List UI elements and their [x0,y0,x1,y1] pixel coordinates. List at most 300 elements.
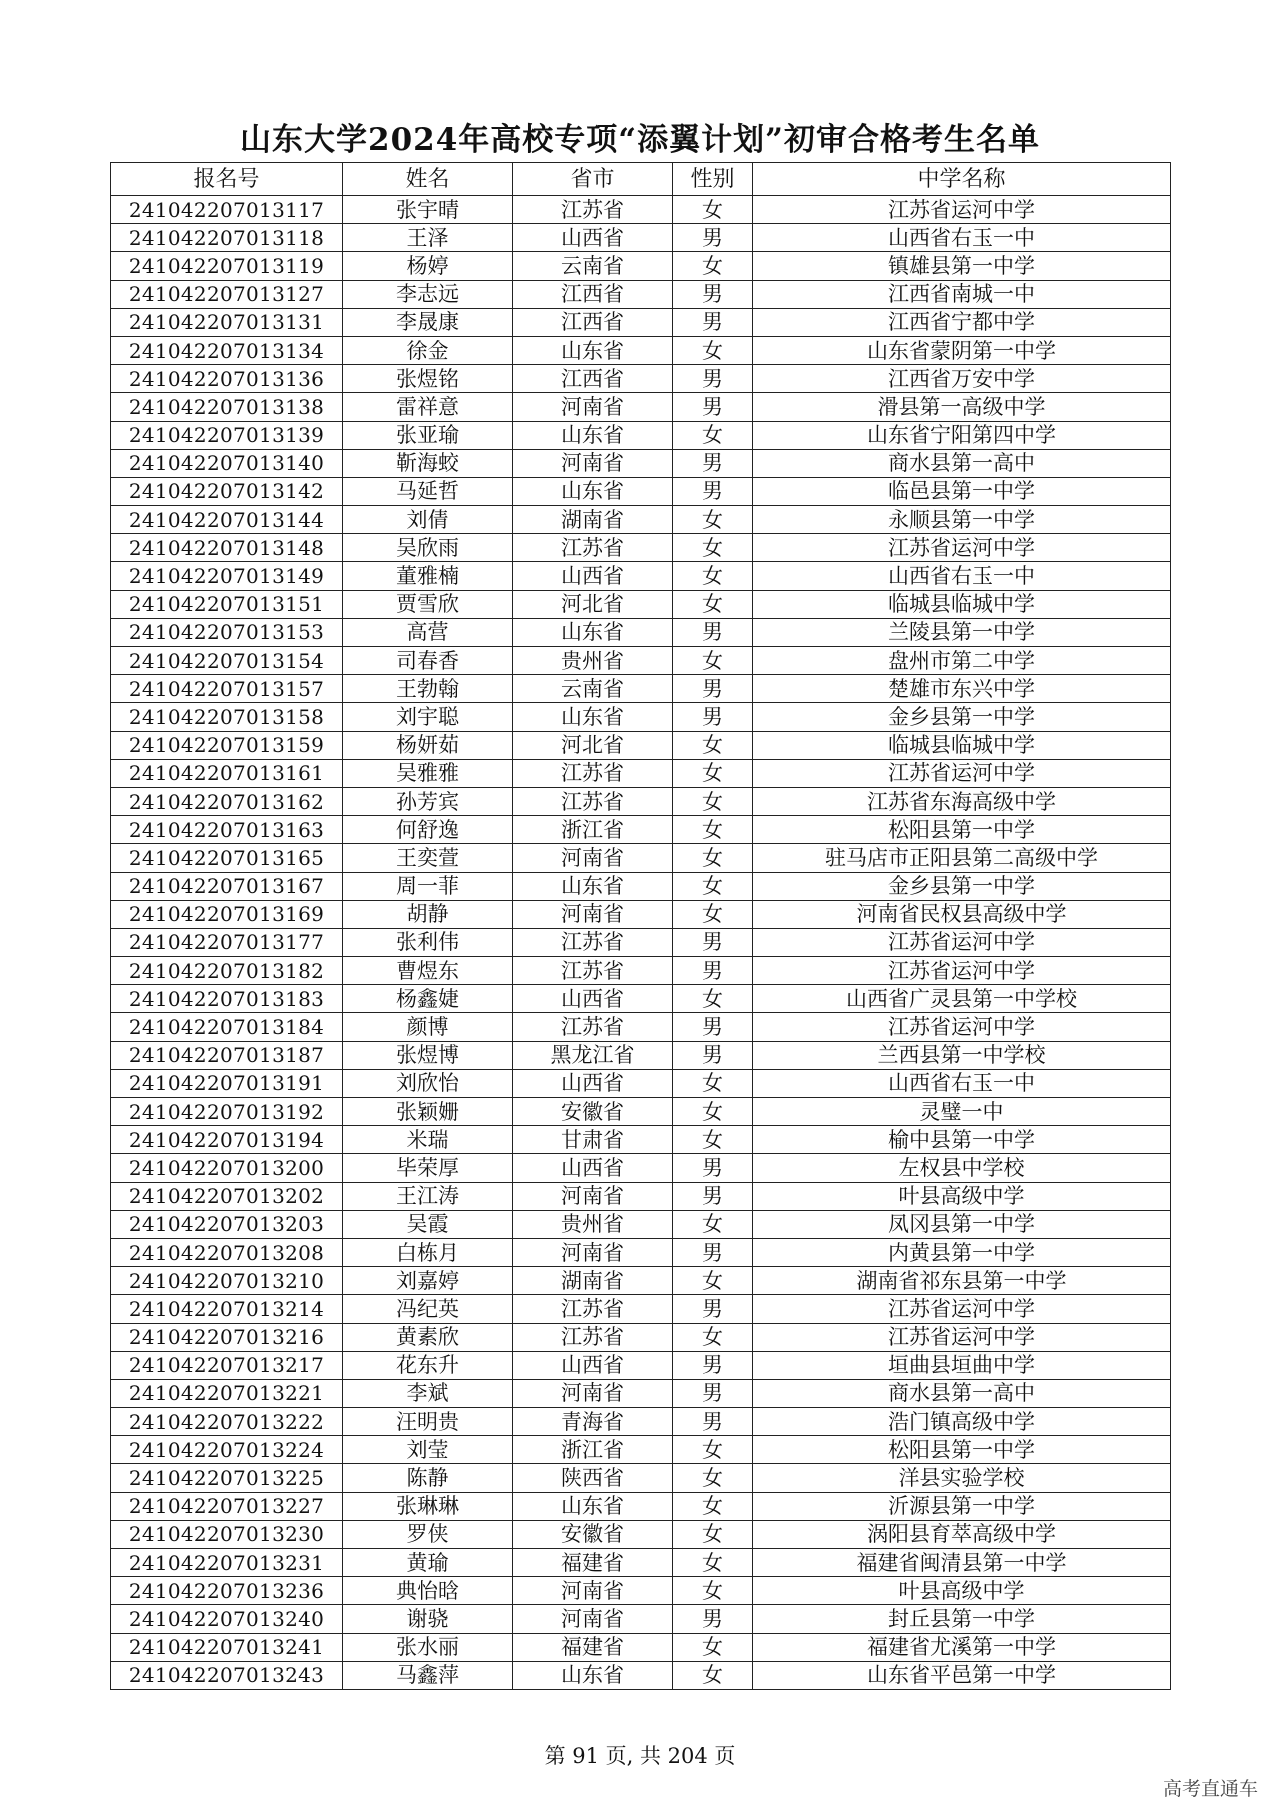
table-row [111,703,1171,731]
table-row [111,1210,1171,1238]
cell-school: 山东省宁阳第四中学 [753,421,1171,449]
cell-gender: 男 [673,1154,753,1182]
cell-gender: 男 [673,280,753,308]
cell-gender: 男 [673,365,753,393]
cell-province: 山西省 [513,1069,673,1097]
cell-province: 江苏省 [513,787,673,815]
table-row [111,196,1171,224]
cell-school: 商水县第一高中 [753,1379,1171,1407]
table-row [111,562,1171,590]
cell-name: 黄素欣 [343,1323,513,1351]
cell-registration-id: 241042207013221 [111,1379,343,1407]
cell-school: 江西省南城一中 [753,280,1171,308]
cell-name: 吴欣雨 [343,534,513,562]
cell-registration-id: 241042207013149 [111,562,343,590]
table-row [111,1351,1171,1379]
cell-province: 陕西省 [513,1464,673,1492]
cell-registration-id: 241042207013216 [111,1323,343,1351]
cell-province: 河南省 [513,1605,673,1633]
cell-name: 谢骁 [343,1605,513,1633]
cell-name: 靳海蛟 [343,449,513,477]
cell-province: 江西省 [513,365,673,393]
table-row [111,1408,1171,1436]
cell-registration-id: 241042207013222 [111,1408,343,1436]
cell-province: 浙江省 [513,816,673,844]
cell-name: 刘宇聪 [343,703,513,731]
table-row [111,280,1171,308]
cell-province: 湖南省 [513,506,673,534]
cell-gender: 女 [673,1436,753,1464]
cell-registration-id: 241042207013177 [111,928,343,956]
cell-school: 山东省蒙阴第一中学 [753,336,1171,364]
cell-name: 张颖姗 [343,1098,513,1126]
column-header-school: 中学名称 [753,163,1171,196]
cell-province: 山东省 [513,336,673,364]
cell-school: 江苏省运河中学 [753,1013,1171,1041]
cell-name: 颜博 [343,1013,513,1041]
cell-name: 李晟康 [343,308,513,336]
cell-province: 山东省 [513,421,673,449]
cell-school: 兰西县第一中学校 [753,1041,1171,1069]
cell-registration-id: 241042207013140 [111,449,343,477]
cell-school: 驻马店市正阳县第二高级中学 [753,844,1171,872]
cell-gender: 女 [673,787,753,815]
cell-registration-id: 241042207013236 [111,1577,343,1605]
cell-school: 山西省广灵县第一中学校 [753,985,1171,1013]
cell-gender: 女 [673,1126,753,1154]
cell-gender: 女 [673,1633,753,1661]
cell-registration-id: 241042207013224 [111,1436,343,1464]
cell-school: 洋县实验学校 [753,1464,1171,1492]
cell-province: 河南省 [513,1379,673,1407]
column-header-name: 姓名 [343,163,513,196]
cell-gender: 女 [673,1210,753,1238]
cell-province: 山东省 [513,1492,673,1520]
cell-gender: 男 [673,618,753,646]
cell-province: 河北省 [513,731,673,759]
table-row [111,1238,1171,1266]
cell-province: 山西省 [513,985,673,1013]
table-row [111,900,1171,928]
cell-gender: 男 [673,1041,753,1069]
cell-province: 山西省 [513,1154,673,1182]
cell-province: 江苏省 [513,534,673,562]
cell-province: 山东省 [513,477,673,505]
cell-province: 江苏省 [513,928,673,956]
table-row [111,1520,1171,1548]
table-row [111,1295,1171,1323]
cell-registration-id: 241042207013136 [111,365,343,393]
page-title: 山东大学2024年高校专项“添翼计划”初审合格考生名单 [240,122,1040,158]
table-row [111,1436,1171,1464]
cell-province: 甘肃省 [513,1126,673,1154]
cell-province: 江苏省 [513,1323,673,1351]
cell-name: 杨妍茹 [343,731,513,759]
cell-name: 冯纪英 [343,1295,513,1323]
cell-name: 罗侠 [343,1520,513,1548]
cell-province: 江苏省 [513,1013,673,1041]
table-row [111,1182,1171,1210]
cell-name: 司春香 [343,647,513,675]
cell-registration-id: 241042207013202 [111,1182,343,1210]
table-row [111,1577,1171,1605]
table-body [111,196,1171,1690]
cell-school: 永顺县第一中学 [753,506,1171,534]
cell-name: 高营 [343,618,513,646]
cell-gender: 女 [673,1098,753,1126]
cell-school: 河南省民权县高级中学 [753,900,1171,928]
cell-province: 福建省 [513,1633,673,1661]
cell-school: 涡阳县育萃高级中学 [753,1520,1171,1548]
cell-name: 杨婷 [343,252,513,280]
cell-school: 江西省万安中学 [753,365,1171,393]
cell-school: 沂源县第一中学 [753,1492,1171,1520]
cell-school: 江苏省东海高级中学 [753,787,1171,815]
cell-school: 兰陵县第一中学 [753,618,1171,646]
table-row [111,647,1171,675]
cell-province: 山东省 [513,1661,673,1689]
cell-registration-id: 241042207013162 [111,787,343,815]
cell-school: 金乡县第一中学 [753,703,1171,731]
cell-name: 刘莹 [343,1436,513,1464]
cell-school: 封丘县第一中学 [753,1605,1171,1633]
cell-registration-id: 241042207013243 [111,1661,343,1689]
column-header-province: 省市 [513,163,673,196]
cell-school: 山西省右玉一中 [753,224,1171,252]
cell-gender: 女 [673,196,753,224]
cell-province: 河南省 [513,1238,673,1266]
cell-school: 叶县高级中学 [753,1577,1171,1605]
cell-province: 山东省 [513,618,673,646]
cell-school: 松阳县第一中学 [753,1436,1171,1464]
cell-school: 叶县高级中学 [753,1182,1171,1210]
cell-gender: 女 [673,590,753,618]
cell-province: 河南省 [513,1577,673,1605]
cell-registration-id: 241042207013203 [111,1210,343,1238]
cell-registration-id: 241042207013182 [111,957,343,985]
table-row [111,816,1171,844]
table-row [111,1492,1171,1520]
cell-school: 临城县临城中学 [753,731,1171,759]
table-row [111,731,1171,759]
cell-province: 安徽省 [513,1520,673,1548]
cell-registration-id: 241042207013191 [111,1069,343,1097]
cell-gender: 男 [673,477,753,505]
cell-name: 王江涛 [343,1182,513,1210]
cell-province: 河北省 [513,590,673,618]
cell-school: 垣曲县垣曲中学 [753,1351,1171,1379]
cell-province: 浙江省 [513,1436,673,1464]
cell-registration-id: 241042207013200 [111,1154,343,1182]
cell-registration-id: 241042207013167 [111,872,343,900]
cell-name: 张煜博 [343,1041,513,1069]
cell-gender: 女 [673,506,753,534]
cell-name: 毕荣厚 [343,1154,513,1182]
cell-name: 马延哲 [343,477,513,505]
table-row [111,759,1171,787]
cell-registration-id: 241042207013127 [111,280,343,308]
table-row [111,1069,1171,1097]
table-row [111,957,1171,985]
cell-gender: 男 [673,393,753,421]
cell-registration-id: 241042207013230 [111,1520,343,1548]
cell-school: 盘州市第二中学 [753,647,1171,675]
cell-name: 雷祥意 [343,393,513,421]
cell-province: 贵州省 [513,1210,673,1238]
cell-province: 河南省 [513,1182,673,1210]
cell-school: 福建省尤溪第一中学 [753,1633,1171,1661]
cell-name: 杨鑫婕 [343,985,513,1013]
cell-school: 镇雄县第一中学 [753,252,1171,280]
cell-name: 陈静 [343,1464,513,1492]
cell-school: 楚雄市东兴中学 [753,675,1171,703]
cell-registration-id: 241042207013217 [111,1351,343,1379]
cell-school: 福建省闽清县第一中学 [753,1549,1171,1577]
cell-registration-id: 241042207013142 [111,477,343,505]
cell-name: 王泽 [343,224,513,252]
cell-school: 江苏省运河中学 [753,534,1171,562]
cell-school: 内黄县第一中学 [753,1238,1171,1266]
cell-province: 江苏省 [513,1295,673,1323]
cell-school: 山西省右玉一中 [753,1069,1171,1097]
cell-name: 吴雅雅 [343,759,513,787]
cell-school: 山西省右玉一中 [753,562,1171,590]
cell-province: 山西省 [513,562,673,590]
cell-registration-id: 241042207013187 [111,1041,343,1069]
table-row [111,252,1171,280]
column-header-id: 报名号 [111,163,343,196]
cell-registration-id: 241042207013154 [111,647,343,675]
cell-registration-id: 241042207013183 [111,985,343,1013]
cell-gender: 女 [673,534,753,562]
cell-school: 松阳县第一中学 [753,816,1171,844]
table-row [111,590,1171,618]
table-row [111,872,1171,900]
table-row [111,787,1171,815]
cell-registration-id: 241042207013117 [111,196,343,224]
cell-gender: 女 [673,336,753,364]
cell-school: 江西省宁都中学 [753,308,1171,336]
cell-gender: 男 [673,1238,753,1266]
cell-province: 江苏省 [513,957,673,985]
cell-registration-id: 241042207013192 [111,1098,343,1126]
cell-gender: 女 [673,1267,753,1295]
table-row [111,618,1171,646]
cell-gender: 男 [673,1605,753,1633]
cell-gender: 男 [673,675,753,703]
cell-school: 江苏省运河中学 [753,928,1171,956]
table-row [111,1098,1171,1126]
cell-province: 山西省 [513,224,673,252]
table-row [111,449,1171,477]
candidate-table [110,162,1171,1690]
cell-gender: 男 [673,1351,753,1379]
cell-gender: 女 [673,1661,753,1689]
cell-name: 刘欣怡 [343,1069,513,1097]
cell-province: 河南省 [513,393,673,421]
cell-registration-id: 241042207013131 [111,308,343,336]
cell-gender: 女 [673,872,753,900]
cell-province: 山东省 [513,872,673,900]
cell-registration-id: 241042207013139 [111,421,343,449]
cell-province: 福建省 [513,1549,673,1577]
cell-gender: 女 [673,844,753,872]
cell-province: 云南省 [513,252,673,280]
table-row [111,1605,1171,1633]
cell-gender: 男 [673,928,753,956]
cell-gender: 女 [673,562,753,590]
table-row [111,1549,1171,1577]
cell-gender: 男 [673,449,753,477]
cell-registration-id: 241042207013194 [111,1126,343,1154]
cell-name: 贾雪欣 [343,590,513,618]
cell-gender: 女 [673,252,753,280]
cell-registration-id: 241042207013241 [111,1633,343,1661]
cell-province: 河南省 [513,900,673,928]
cell-province: 江苏省 [513,196,673,224]
cell-school: 江苏省运河中学 [753,1323,1171,1351]
cell-school: 榆中县第一中学 [753,1126,1171,1154]
cell-registration-id: 241042207013157 [111,675,343,703]
cell-registration-id: 241042207013158 [111,703,343,731]
cell-school: 凤冈县第一中学 [753,1210,1171,1238]
cell-registration-id: 241042207013208 [111,1238,343,1266]
cell-registration-id: 241042207013184 [111,1013,343,1041]
cell-gender: 女 [673,1492,753,1520]
watermark: 高考直通车 [1162,1778,1258,1800]
table-row [111,928,1171,956]
cell-name: 刘嘉婷 [343,1267,513,1295]
cell-registration-id: 241042207013138 [111,393,343,421]
table-row [111,1267,1171,1295]
cell-name: 米瑞 [343,1126,513,1154]
cell-name: 胡静 [343,900,513,928]
cell-name: 李斌 [343,1379,513,1407]
table-row [111,1379,1171,1407]
page-footer: 第 91 页, 共 204 页 [544,1744,736,1768]
cell-name: 黄瑜 [343,1549,513,1577]
table-row [111,308,1171,336]
cell-gender: 女 [673,759,753,787]
cell-registration-id: 241042207013225 [111,1464,343,1492]
table-row [111,393,1171,421]
cell-name: 花东升 [343,1351,513,1379]
table-row [111,365,1171,393]
table-row [111,1126,1171,1154]
cell-registration-id: 241042207013169 [111,900,343,928]
cell-registration-id: 241042207013214 [111,1295,343,1323]
cell-gender: 女 [673,900,753,928]
cell-school: 临邑县第一中学 [753,477,1171,505]
cell-name: 孙芳宾 [343,787,513,815]
cell-gender: 女 [673,731,753,759]
table-row [111,1633,1171,1661]
table-row [111,1041,1171,1069]
table-row [111,1464,1171,1492]
cell-name: 张水丽 [343,1633,513,1661]
cell-registration-id: 241042207013210 [111,1267,343,1295]
cell-gender: 女 [673,647,753,675]
cell-name: 王奕萱 [343,844,513,872]
cell-registration-id: 241042207013240 [111,1605,343,1633]
cell-school: 江苏省运河中学 [753,1295,1171,1323]
cell-registration-id: 241042207013151 [111,590,343,618]
cell-gender: 女 [673,1577,753,1605]
cell-gender: 女 [673,985,753,1013]
cell-school: 江苏省运河中学 [753,196,1171,224]
table-row [111,675,1171,703]
table-row [111,985,1171,1013]
cell-registration-id: 241042207013153 [111,618,343,646]
cell-registration-id: 241042207013163 [111,816,343,844]
cell-province: 山东省 [513,703,673,731]
cell-gender: 女 [673,1549,753,1577]
table-row [111,421,1171,449]
cell-registration-id: 241042207013159 [111,731,343,759]
cell-school: 湖南省祁东县第一中学 [753,1267,1171,1295]
cell-registration-id: 241042207013165 [111,844,343,872]
cell-province: 云南省 [513,675,673,703]
cell-school: 临城县临城中学 [753,590,1171,618]
table-row [111,506,1171,534]
cell-name: 周一菲 [343,872,513,900]
cell-province: 河南省 [513,844,673,872]
cell-registration-id: 241042207013161 [111,759,343,787]
table-header-row [111,163,1171,196]
cell-gender: 女 [673,1520,753,1548]
table-row [111,1323,1171,1351]
table-row [111,224,1171,252]
table-row [111,534,1171,562]
cell-gender: 男 [673,1295,753,1323]
cell-name: 何舒逸 [343,816,513,844]
cell-registration-id: 241042207013144 [111,506,343,534]
cell-name: 刘倩 [343,506,513,534]
cell-school: 商水县第一高中 [753,449,1171,477]
cell-school: 滑县第一高级中学 [753,393,1171,421]
table-row [111,1154,1171,1182]
cell-name: 白栋月 [343,1238,513,1266]
cell-registration-id: 241042207013118 [111,224,343,252]
cell-school: 江苏省运河中学 [753,957,1171,985]
cell-gender: 男 [673,957,753,985]
cell-gender: 女 [673,421,753,449]
cell-gender: 男 [673,1379,753,1407]
cell-name: 典怡晗 [343,1577,513,1605]
cell-registration-id: 241042207013148 [111,534,343,562]
table-row [111,477,1171,505]
cell-name: 汪明贵 [343,1408,513,1436]
column-header-gender: 性别 [673,163,753,196]
cell-province: 黑龙江省 [513,1041,673,1069]
cell-school: 金乡县第一中学 [753,872,1171,900]
cell-name: 董雅楠 [343,562,513,590]
cell-province: 安徽省 [513,1098,673,1126]
cell-registration-id: 241042207013134 [111,336,343,364]
cell-name: 徐金 [343,336,513,364]
cell-gender: 男 [673,1408,753,1436]
cell-name: 张煜铭 [343,365,513,393]
cell-school: 灵璧一中 [753,1098,1171,1126]
cell-school: 浩门镇高级中学 [753,1408,1171,1436]
cell-gender: 女 [673,1464,753,1492]
cell-province: 河南省 [513,449,673,477]
table-row [111,1661,1171,1689]
cell-name: 张琳琳 [343,1492,513,1520]
cell-province: 江西省 [513,308,673,336]
cell-gender: 男 [673,1182,753,1210]
cell-registration-id: 241042207013227 [111,1492,343,1520]
